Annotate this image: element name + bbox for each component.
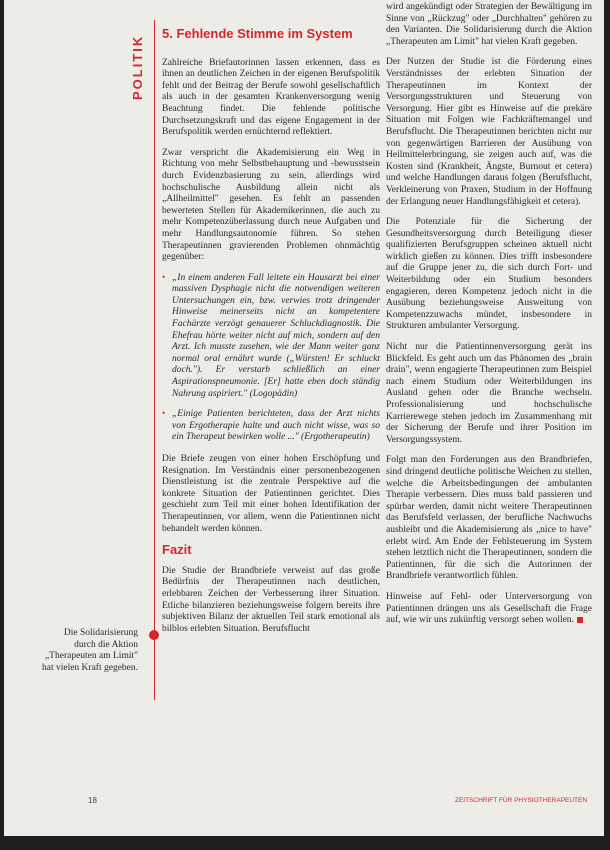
paragraph: Die Potenziale für die Sicherung der Gesundheitsversorgung durch Beteiligung dieser qualifizierten Berufsgruppen scheinen aktuell nicht wirklich gießen zu können. Dies trifft insbesondere auf die Gruppe jener zu, die sich durch Fort- und Weiterbildung oder ein Studium besonders engagieren, deren Kompetenz jedoch nicht in die Ausübung beziehungsweise Ausweitung von Kompetenzzuwachs mündet, insbesondere in Strukturen ambulanter Versorgung.: [386, 217, 592, 332]
section-rule: [154, 20, 155, 700]
margin-note: Die Solidarisierung durch die Aktion „Therapeuten am Limit" hat vielen Kraft gegeben.: [41, 628, 138, 673]
margin-note-marker: [149, 630, 159, 640]
paragraph: wird angekündigt oder Strategien der Bewältigung im Sinne von „Rückzug" oder „Durchhalten" gehören zu den Varianten. Die Solidarisierung durch die Aktion „Therapeuten am Limit" hat vielen Kraft gegeben.: [386, 2, 592, 47]
paragraph: Zahlreiche Briefautorinnen lassen erkennen, dass es ihnen an deutlichen Zeichen in der eigenen Berufspolitik fehlt und der Beitrag der Berufe sowohl gesellschaftlich als auch in der gesamten Krankenversorgung wenig Beachtung findet. Die fehlende politische Durchsetzungskraft und das eigene Engagement in der Berufspolitik werden ernüchternd reflektiert.: [162, 57, 380, 138]
quote-list: [162, 273, 380, 444]
paragraph: Zwar verspricht die Akademisierung ein Weg in Richtung von mehr Selbstbehauptung und -bewusstsein durch Evidenzbasierung zu sein, allerdings wird hochschulische Ausbildung allein nicht als „Allheilmittel" gesehen. Es fehlt an passenden bewerteten Stellen für Akademikerinnen, die auch zu mehr Kompetenzüberlassung durch neue Aufgaben und mehr Handlungsautonomie führen. So stehen Therapeutinnen gravierenden Problemen ohnmächtig gegenüber:: [162, 147, 380, 263]
footer-publication: ZEITSCHRIFT FÜR PHYSIOTHERAPEUTEN: [455, 797, 588, 804]
paragraph: Nicht nur die Patientinnenversorgung gerät ins Blickfeld. Es geht auch um das Phänomen des „brain drain", wenn engagierte Therapeutinnen zum Beispiel nach einem Studium oder Weiterbildungen ins Ausland gehen oder die Branche wechseln. Professionalisierung und hochschulische Karrierewege stehen jedoch im Zusammenhang mit der Sicherung der Berufe und ihrer Position im Versorgungssystem.: [386, 342, 592, 445]
magazine-page: [4, 0, 604, 836]
paragraph: Die Briefe zeugen von einer hohen Erschöpfung und Resignation. Im Verständnis einer personenbezogenen Dienstleistung ist die zentrale Perspektive auf die konkrete Situation der Patientinnen gerichtet. Dies geschieht zum Teil mit einer hohen Identifikation der Therapeutinnen, vor allem, wenn die Patientinnen nicht behandelt werden können.: [162, 454, 380, 534]
bullet-icon: •: [162, 409, 166, 420]
right-column: [386, 2, 592, 636]
fazit-heading: Fazit: [162, 542, 192, 558]
quote-item: [162, 409, 380, 444]
paragraph: Folgt man den Forderungen aus den Brandbriefen, sind dringend deutliche politische Weichen zu stellen, welche die Arbeitsbedingungen der ambulanten Therapie verbessern. Dies muss bald passieren und spürbar werden, damit nicht weitere Therapeutinnen das Berufsfeld verlassen, der berufliche Nachwuchs ausbleibt und die Akademisierung als „nice to have" erlebt wird. Am Ende der Fehlsteuerung im System stehen letztlich nicht die Therapeutinnen, sondern die Patientinnen, für die sich die Autorinnen der Brandbriefe verantwortlich fühlen.: [386, 455, 592, 582]
section-label: POLITIK: [130, 34, 145, 100]
paragraph: Der Nutzen der Studie ist die Förderung eines Verständnisses der erlebten Situation der Therapeutinnen im Kontext der Versorgungsstrukturen und Steuerung von Versorgung. Hier gibt es Hinweise auf die prekäre Situation mit Folgen wie Fachkräftemangel und Berufsflucht. Die Therapeutinnen berichten nicht nur von gegenwärtigen Barrieren der Ausübung von Heilmittelerbringung, sie zeigen auch auf, was die Kosten sind (Krankheit, Ängste, Burnout et cetera) und welche Handlungen daraus folgen (Berufsflucht, Verkleinerung von Praxen, Studium in der Hoffnung der Erlangung neuer Handlungsfähigkeit et cetera).: [386, 57, 592, 207]
end-of-article-icon: [577, 617, 583, 623]
article-section-title: 5. Fehlende Stimme im System: [162, 26, 353, 41]
bullet-icon: •: [162, 272, 166, 283]
quote-item: [162, 273, 380, 401]
quote-text: „In einem anderen Fall leitete ein Hausarzt bei einer massiven Dysphagie nicht die notwendigen weiteren Untersuchungen ein, bzw. verwies trotz dringender Hinweise meinerseits nicht an kompetentere Fachärzte verzögt genauerer Schluckdiagnostik. Die Ehefrau hörte weiter nicht auf mich, sondern auf den Arzt. Ich musste zusehen, wie der Mann weiter ganz normal oral ernährt wurde („Würsten! Er schluckt doch."). Er verstarb schließlich an einer Aspirationspneumonie. [Er] hatte eben doch ständig Nahrung aspiriert." (Logopädin): [172, 272, 380, 399]
closing-paragraph: [386, 592, 592, 627]
quote-text: „Einige Patienten berichteten, dass der Arzt nichts von Ergotherapie halte und auch nicht wisse, was so ein Therapeut bewirken wolle ..." (Ergotherapeutin): [172, 409, 380, 443]
paragraph: Die Studie der Brandbriefe verweist auf das große Bedürfnis der Therapeutinnen nach deutlichen, erlebbaren Zeichen der Verbesserung ihrer Situation. Etliche bilanzieren beziehungsweise folgern bereits ihre subjektiven Bilanz der aktuellen Teil stark emotional als bilblos erlebten Situation. Berufsflucht: [162, 565, 380, 634]
left-column: [162, 28, 380, 644]
page-number: 18: [88, 796, 97, 805]
closing-text: Hinweise auf Fehl- oder Unterversorgung von Patientinnen drängen uns als Gesellschaft die Frage auf, wie wir uns zukünftig versorgt sehen wollen.: [386, 591, 592, 626]
